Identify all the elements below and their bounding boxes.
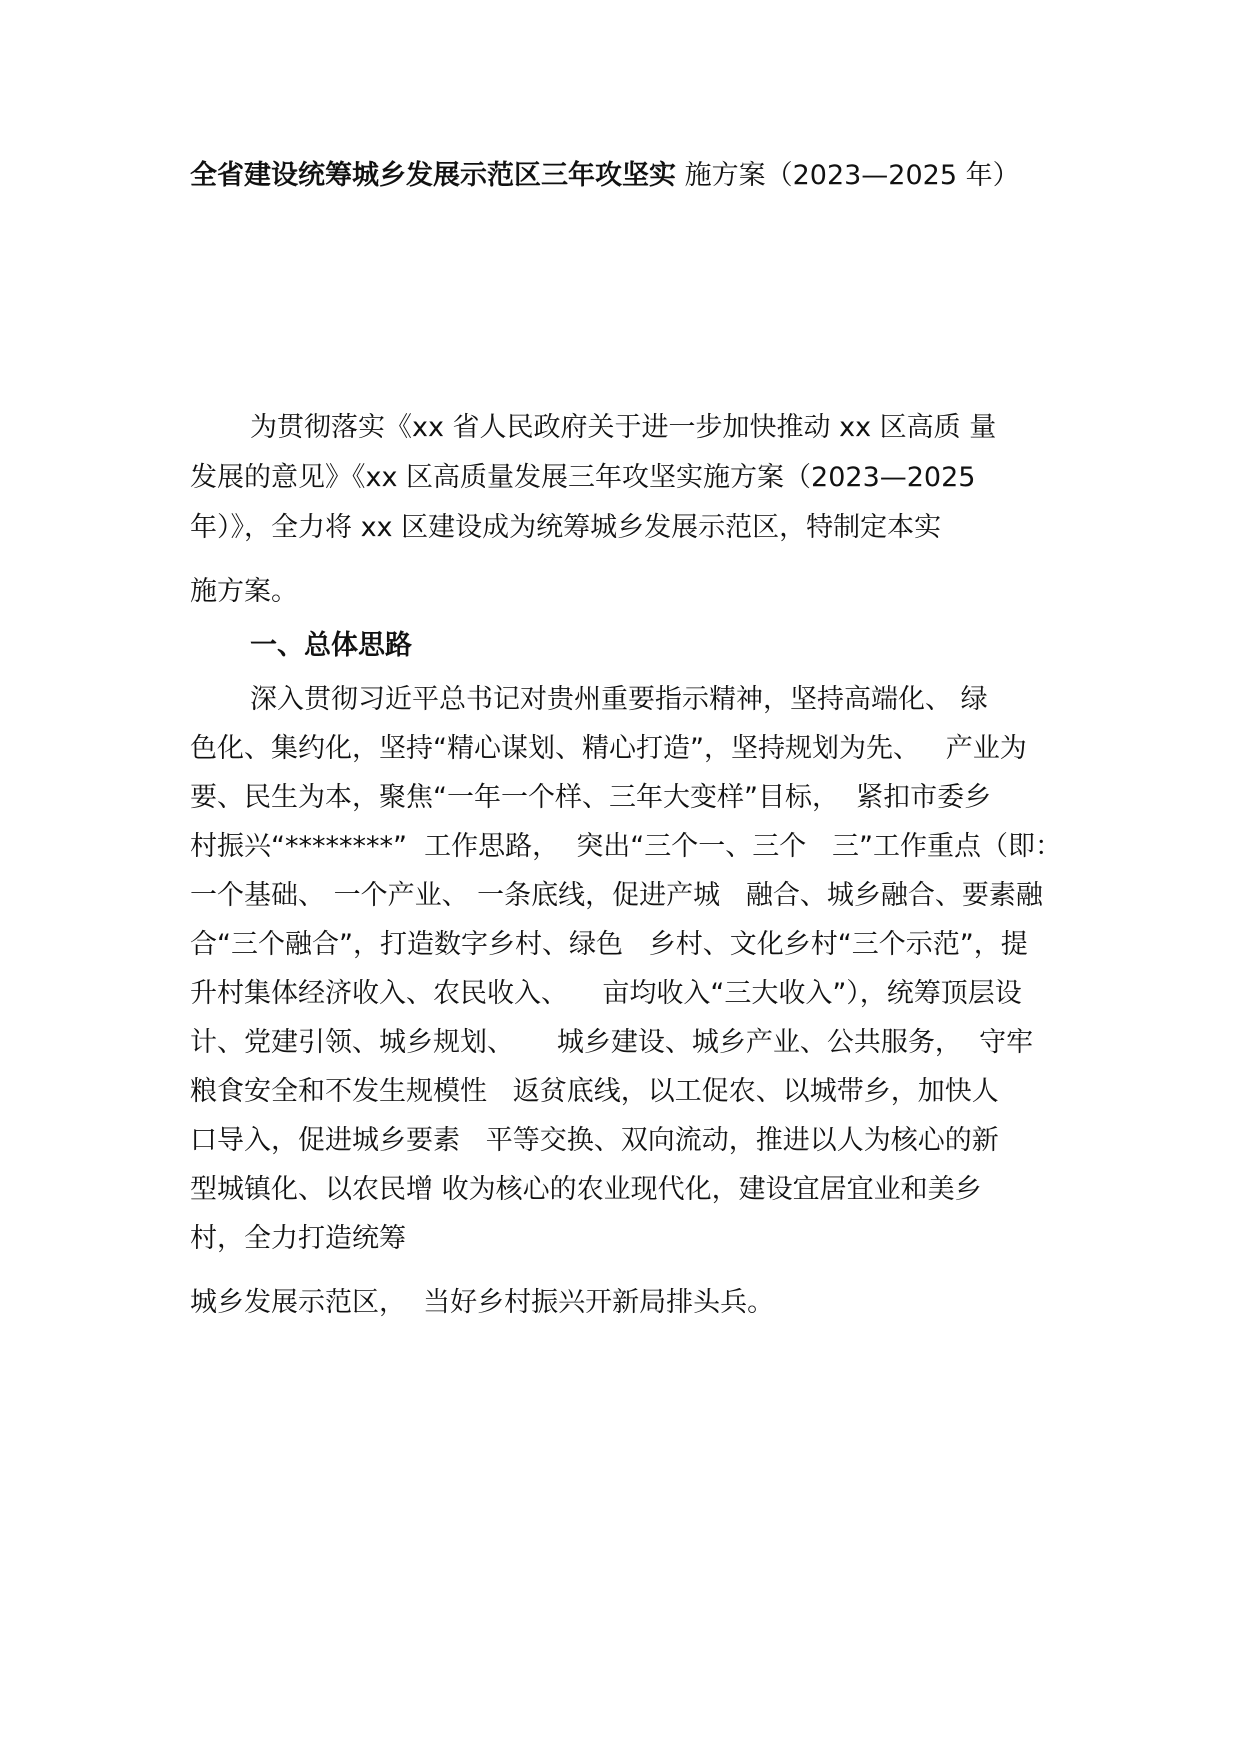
section1-paragraph-line-4: 村振兴“********” 工作思路， 突出“三个一、三个 三”工作重点（即：: [190, 831, 1063, 862]
section1-paragraph-line-8: 计、党建引领、城乡规划、 城乡建设、城乡产业、公共服务， 守牢: [190, 1027, 1034, 1058]
section1-paragraph-line-1: 深入贯彻习近平总书记对贵州重要指示精神，坚持高端化、 绿: [250, 684, 988, 715]
section1-paragraph-line-7: 升村集体经济收入、农民收入、 亩均收入“三大收入”），统筹顶层设: [190, 978, 1022, 1009]
section1-paragraph-line-2: 色化、集约化，坚持“精心谋划、精心打造”，坚持规划为先、 产业为: [190, 733, 1027, 764]
section1-paragraph-line-11: 型城镇化、以农民增 收为核心的农业现代化，建设宜居宜业和美乡: [190, 1174, 982, 1205]
section1-paragraph-line-6: 合“三个融合”，打造数字乡村、绿色 乡村、文化乡村“三个示范”，提: [190, 929, 1028, 960]
section1-paragraph-line-10: 口导入，促进城乡要素 平等交换、双向流动，推进以人为核心的新: [190, 1125, 999, 1156]
section1-paragraph-line-13: 城乡发展示范区， 当好乡村振兴开新局排头兵。: [190, 1287, 775, 1318]
section1-paragraph-line-3: 要、民生为本，聚焦“一年一个样、三年大变样”目标， 紧扣市委乡: [190, 782, 992, 813]
document-title-suffix: 施方案（2023—2025 年）: [676, 160, 1020, 191]
section1-paragraph-line-12: 村，全力打造统筹: [190, 1223, 406, 1254]
section-heading-overall-approach: 一、总体思路: [250, 630, 412, 661]
intro-paragraph-line-3: 年）》，全力将 xx 区建设成为统筹城乡发展示范区，特制定本实: [190, 512, 942, 543]
intro-paragraph-line-2: 发展的意见》《xx 区高质量发展三年攻坚实施方案（2023—2025: [190, 462, 976, 493]
intro-paragraph-line-1: 为贯彻落实《xx 省人民政府关于进一步加快推动 xx 区高质 量: [250, 412, 997, 443]
section1-paragraph-line-9: 粮食安全和不发生规模性 返贫底线，以工促农、以城带乡，加快人: [190, 1076, 999, 1107]
document-title-main: 全省建设统筹城乡发展示范区三年攻坚实: [190, 160, 676, 191]
document-title: [190, 156, 1070, 196]
section1-paragraph-line-5: 一个基础、 一个产业、 一条底线，促进产城 融合、城乡融合、要素融: [190, 880, 1043, 911]
intro-paragraph-line-4: 施方案。: [190, 576, 298, 607]
